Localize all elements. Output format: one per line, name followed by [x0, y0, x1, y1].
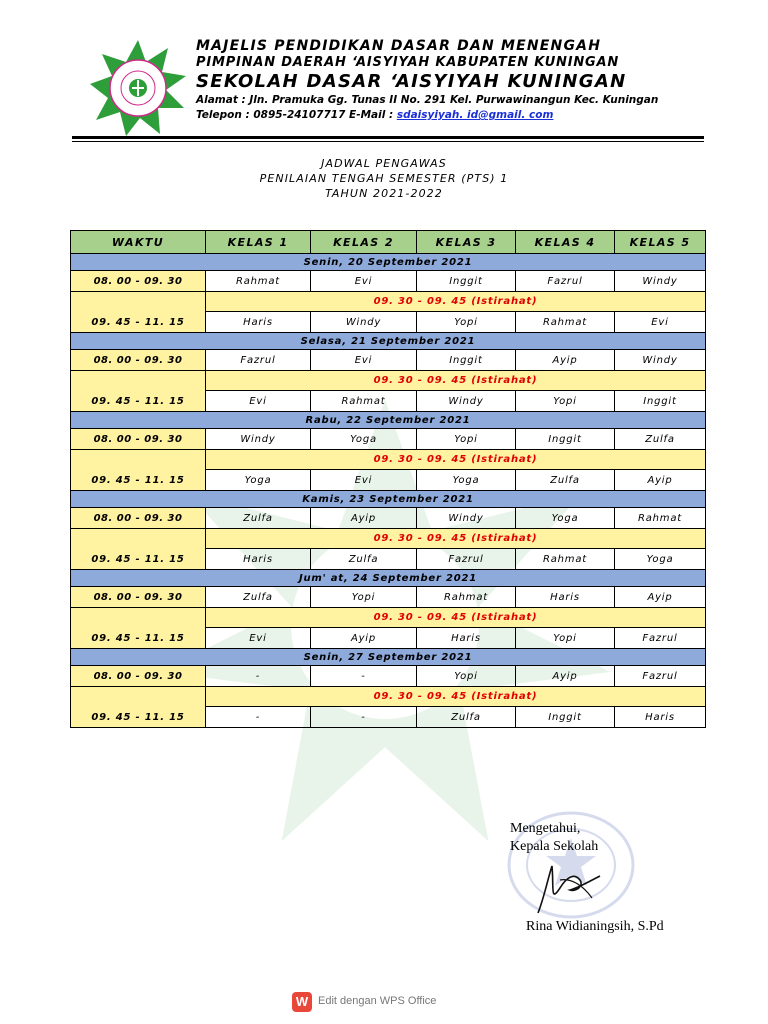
- supervisor-cell: Yopi: [516, 628, 615, 649]
- day-label: Selasa, 21 September 2021: [71, 333, 706, 350]
- supervisor-cell: Windy: [615, 271, 706, 292]
- supervisor-cell: Inggit: [615, 391, 706, 412]
- break-row: [71, 450, 706, 470]
- supervisor-cell: Zulfa: [311, 549, 417, 570]
- slot-1-row: [71, 271, 706, 292]
- supervisor-cell: Windy: [206, 429, 311, 450]
- break-row: [71, 608, 706, 628]
- supervisor-cell: Yoga: [206, 470, 311, 491]
- day-row: [71, 254, 706, 271]
- wps-footer-text[interactable]: Edit dengan WPS Office: [318, 995, 437, 1007]
- wps-office-icon: W: [292, 992, 312, 1012]
- principal-name: Rina Widianingsih, S.Pd: [526, 919, 664, 934]
- supervisor-cell: Windy: [311, 312, 417, 333]
- school-name: SEKOLAH DASAR ‘AISYIYAH KUNINGAN: [196, 71, 627, 92]
- supervisor-cell: Haris: [417, 628, 516, 649]
- supervisor-cell: Evi: [311, 271, 417, 292]
- supervisor-cell: Zulfa: [206, 508, 311, 529]
- supervisor-cell: -: [311, 707, 417, 728]
- school-logo-icon: [88, 38, 188, 138]
- day-label: Kamis, 23 September 2021: [71, 491, 706, 508]
- slot-1-row: [71, 350, 706, 371]
- day-row: [71, 412, 706, 429]
- slot-1-row: [71, 429, 706, 450]
- time-cell: 08. 00 - 09. 30: [71, 508, 206, 529]
- supervisor-cell: Rahmat: [206, 271, 311, 292]
- supervisor-cell: Ayip: [615, 587, 706, 608]
- break-label: 09. 30 - 09. 45 (Istirahat): [206, 450, 706, 470]
- supervisor-cell: Fazrul: [615, 628, 706, 649]
- supervisor-cell: Haris: [206, 312, 311, 333]
- supervisor-cell: Yopi: [516, 391, 615, 412]
- school-address: Alamat : Jln. Pramuka Gg. Tunas II No. 291 Kel. Purwawinangun Kec. Kuningan: [196, 94, 659, 106]
- header-cell: KELAS 1: [206, 231, 311, 254]
- break-label: 09. 30 - 09. 45 (Istirahat): [206, 371, 706, 391]
- supervisor-cell: Windy: [417, 508, 516, 529]
- letterhead-line-2: PIMPINAN DAERAH ‘AISYIYAH KABUPATEN KUNINGAN: [196, 55, 620, 70]
- signature-acknowledged: Mengetahui,: [510, 821, 581, 836]
- supervisor-cell: Evi: [311, 470, 417, 491]
- doc-title-line-3: TAHUN 2021-2022: [325, 187, 443, 200]
- break-row: [71, 371, 706, 391]
- supervisor-cell: Inggit: [417, 350, 516, 371]
- supervisor-cell: Zulfa: [615, 429, 706, 450]
- supervisor-cell: Fazrul: [516, 271, 615, 292]
- supervisor-cell: Inggit: [516, 707, 615, 728]
- supervisor-cell: Zulfa: [206, 587, 311, 608]
- break-label: 09. 30 - 09. 45 (Istirahat): [206, 529, 706, 549]
- supervisor-cell: -: [311, 666, 417, 687]
- supervisor-cell: -: [206, 707, 311, 728]
- supervisor-cell: Evi: [311, 350, 417, 371]
- letterhead-rule-thin: [72, 141, 704, 142]
- supervisor-cell: Yoga: [615, 549, 706, 570]
- supervisor-cell: Haris: [615, 707, 706, 728]
- supervisor-cell: Haris: [516, 587, 615, 608]
- supervisor-cell: Zulfa: [417, 707, 516, 728]
- day-row: [71, 491, 706, 508]
- supervisor-cell: Evi: [206, 391, 311, 412]
- letterhead-line-1: MAJELIS PENDIDIKAN DASAR DAN MENENGAH: [196, 38, 602, 54]
- header-cell: WAKTU: [71, 231, 206, 254]
- day-row: [71, 649, 706, 666]
- supervisor-cell: Yoga: [516, 508, 615, 529]
- supervisor-cell: Rahmat: [311, 391, 417, 412]
- break-row: [71, 292, 706, 312]
- supervisor-cell: Yopi: [417, 666, 516, 687]
- supervisor-cell: Ayip: [311, 628, 417, 649]
- supervisor-cell: Inggit: [516, 429, 615, 450]
- letterhead: [88, 38, 688, 128]
- doc-title-line-2: PENILAIAN TENGAH SEMESTER (PTS) 1: [259, 172, 509, 185]
- doc-title-line-1: JADWAL PENGAWAS: [321, 157, 447, 170]
- contact-line: [196, 108, 696, 123]
- header-cell: KELAS 5: [615, 231, 706, 254]
- time-cell: 09. 45 - 11. 15: [71, 529, 206, 570]
- day-label: Senin, 20 September 2021: [71, 254, 706, 271]
- supervisor-cell: Rahmat: [516, 549, 615, 570]
- supervisor-cell: -: [206, 666, 311, 687]
- supervisor-cell: Fazrul: [206, 350, 311, 371]
- day-label: Rabu, 22 September 2021: [71, 412, 706, 429]
- break-row: [71, 529, 706, 549]
- header-cell: KELAS 2: [311, 231, 417, 254]
- break-label: 09. 30 - 09. 45 (Istirahat): [206, 687, 706, 707]
- supervisor-cell: Yopi: [417, 312, 516, 333]
- day-label: Senin, 27 September 2021: [71, 649, 706, 666]
- day-label: Jum' at, 24 September 2021: [71, 570, 706, 587]
- slot-1-row: [71, 666, 706, 687]
- supervisor-cell: Ayip: [516, 350, 615, 371]
- day-row: [71, 570, 706, 587]
- supervisor-cell: Ayip: [516, 666, 615, 687]
- supervisor-cell: Windy: [417, 391, 516, 412]
- time-cell: 09. 45 - 11. 15: [71, 371, 206, 412]
- slot-1-row: [71, 587, 706, 608]
- time-cell: 09. 45 - 11. 15: [71, 687, 206, 728]
- time-cell: 09. 45 - 11. 15: [71, 450, 206, 491]
- phone-text: Telepon : 0895-24107717 E-Mail :: [196, 109, 397, 121]
- signature-block: [510, 820, 730, 934]
- supervisor-cell: Rahmat: [516, 312, 615, 333]
- supervisor-cell: Yoga: [311, 429, 417, 450]
- supervisor-cell: Yopi: [311, 587, 417, 608]
- handwritten-signature: [530, 858, 610, 918]
- break-label: 09. 30 - 09. 45 (Istirahat): [206, 292, 706, 312]
- supervisor-cell: Yopi: [417, 429, 516, 450]
- header-cell: KELAS 3: [417, 231, 516, 254]
- slot-1-row: [71, 508, 706, 529]
- supervisor-cell: Rahmat: [615, 508, 706, 529]
- supervisor-cell: Rahmat: [417, 587, 516, 608]
- supervisor-cell: Ayip: [615, 470, 706, 491]
- time-cell: 08. 00 - 09. 30: [71, 587, 206, 608]
- time-cell: 09. 45 - 11. 15: [71, 292, 206, 333]
- break-label: 09. 30 - 09. 45 (Istirahat): [206, 608, 706, 628]
- time-cell: 08. 00 - 09. 30: [71, 666, 206, 687]
- time-cell: 08. 00 - 09. 30: [71, 271, 206, 292]
- email-link[interactable]: sdaisyiyah. id@gmail. com: [396, 109, 554, 121]
- signature-position: Kepala Sekolah: [510, 839, 599, 854]
- supervisor-cell: Evi: [615, 312, 706, 333]
- time-cell: 08. 00 - 09. 30: [71, 350, 206, 371]
- supervisor-cell: Fazrul: [417, 549, 516, 570]
- supervisor-cell: Windy: [615, 350, 706, 371]
- supervisor-cell: Haris: [206, 549, 311, 570]
- header-cell: KELAS 4: [516, 231, 615, 254]
- supervisor-cell: Inggit: [417, 271, 516, 292]
- supervisor-cell: Zulfa: [516, 470, 615, 491]
- time-cell: 08. 00 - 09. 30: [71, 429, 206, 450]
- supervisor-cell: Ayip: [311, 508, 417, 529]
- schedule-table: [70, 230, 706, 728]
- table-header-row: [71, 231, 706, 254]
- time-cell: 09. 45 - 11. 15: [71, 608, 206, 649]
- break-row: [71, 687, 706, 707]
- supervisor-cell: Fazrul: [615, 666, 706, 687]
- letterhead-rule-thick: [72, 136, 704, 139]
- supervisor-cell: Yoga: [417, 470, 516, 491]
- day-row: [71, 333, 706, 350]
- supervisor-cell: Evi: [206, 628, 311, 649]
